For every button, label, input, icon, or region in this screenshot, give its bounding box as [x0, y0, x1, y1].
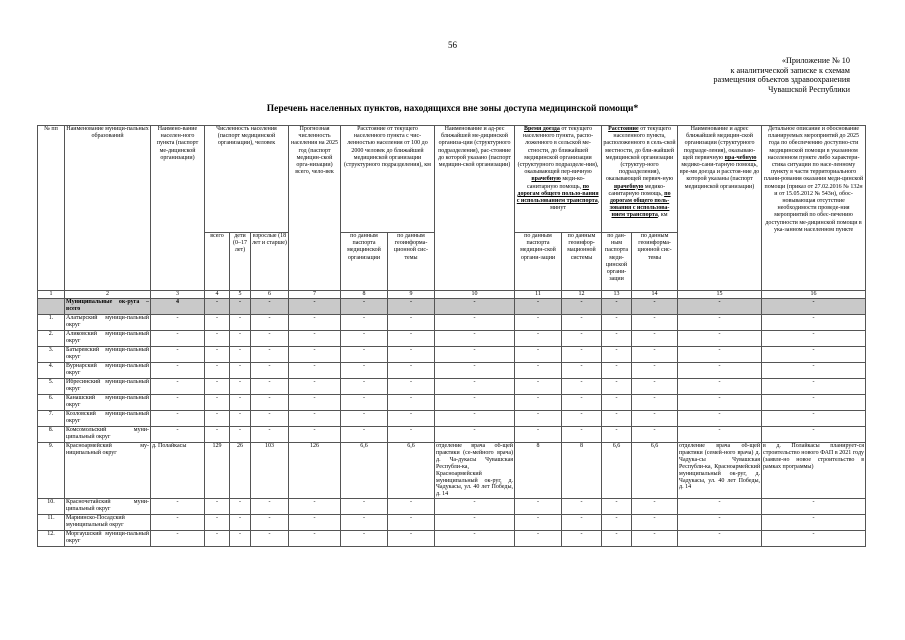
dash-cell: -: [632, 347, 678, 363]
row-forecast: 126: [289, 443, 341, 499]
dash-cell: -: [435, 315, 515, 331]
dash-cell: -: [289, 499, 341, 515]
dash-cell: -: [762, 411, 866, 427]
dash-cell: -: [435, 331, 515, 347]
dash-cell: -: [205, 299, 230, 315]
dash-cell: -: [515, 499, 562, 515]
dash-cell: -: [341, 299, 388, 315]
settlements-table: [37, 125, 866, 547]
header-population-children: дети (0–17 лет): [230, 233, 251, 291]
dash-cell: -: [151, 331, 205, 347]
dash-cell: -: [515, 531, 562, 547]
dash-cell: -: [341, 315, 388, 331]
dash-cell: -: [205, 347, 230, 363]
dash-cell: -: [289, 379, 341, 395]
dash-cell: -: [632, 515, 678, 531]
dash-cell: -: [205, 499, 230, 515]
row-municipality: Алатырский муници-пальный округ: [65, 315, 151, 331]
dash-cell: -: [289, 411, 341, 427]
dash-cell: -: [435, 379, 515, 395]
header-primary-care-org: Наименование и адрес ближайшей медицин-ской организации (структурного подразде-ления), оказываю-щей первичную вра-чебную медико-сани-тарную помощь, вре-мя доезда и расстоя-ние до которой указаны (паспорт медицинской организации): [678, 126, 762, 291]
column-number: 6: [251, 291, 289, 299]
dash-cell: -: [632, 379, 678, 395]
total-count: 4: [151, 299, 205, 315]
row-population-children: 26: [230, 443, 251, 499]
dash-cell: -: [251, 363, 289, 379]
appendix-line: к аналитической записке к схемам: [730, 65, 850, 75]
header-nearest-org: Наименование и ад-рес ближайшей ме-дицинской организа-ции (структурного подразделения), рас-стояние до которой указано (паспорт медицин-ской организации): [435, 126, 515, 291]
row-nearest-org: отделение врача об-щей практики (се-мейного врача) д. Ча-дукасы Чувашская Республи-ка, Красноармейский муниципальный ок-руг, д. Чадукасы, ул. 40 лет Победы, д. 14: [436, 443, 514, 498]
appendix-heading: [590, 56, 850, 94]
dash-cell: -: [762, 347, 866, 363]
dash-cell: -: [151, 315, 205, 331]
row-number: 11.: [38, 515, 65, 531]
header-municipality: Наименование муници-пальных образований: [65, 126, 151, 291]
dash-cell: -: [230, 427, 251, 443]
dash-cell: -: [562, 499, 602, 515]
header-forecast: Прогнозная численность населения на 2025 год (паспорт медицин-ской орга-низации) всего, чело-век: [289, 126, 341, 291]
dash-cell: -: [678, 347, 762, 363]
total-row: [38, 299, 866, 315]
dash-cell: -: [515, 331, 562, 347]
appendix-line: размещения объектов здравоохранения: [713, 75, 850, 85]
dash-cell: -: [388, 411, 435, 427]
dash-cell: -: [562, 379, 602, 395]
row-settlement: д. Полайкасы: [151, 443, 205, 499]
dash-cell: -: [562, 315, 602, 331]
dash-cell: -: [230, 331, 251, 347]
dash-cell: -: [678, 363, 762, 379]
dash-cell: -: [632, 395, 678, 411]
header-number: № пп: [38, 126, 65, 291]
header-distance-geo: по данным геоинформа-ционной сис-темы: [388, 233, 435, 291]
dash-cell: -: [251, 515, 289, 531]
dash-cell: -: [341, 331, 388, 347]
dash-cell: -: [205, 331, 230, 347]
dash-cell: -: [562, 427, 602, 443]
row-distance-geo: 6,6: [388, 443, 435, 499]
row-municipality: Мариинско-Посадский муниципальный округ: [65, 515, 151, 531]
column-number: 7: [289, 291, 341, 299]
row-description: в д. Полайкасы планирует-ся строительство нового ФАП в 2021 году (заявле-но новое строительство в рамках программы): [762, 443, 866, 499]
dash-cell: -: [562, 395, 602, 411]
dash-cell: -: [205, 379, 230, 395]
dash-cell: -: [230, 531, 251, 547]
row-municipality: Ибресинский муници-пальный округ: [65, 379, 151, 395]
dash-cell: -: [762, 427, 866, 443]
dash-cell: -: [151, 395, 205, 411]
dash-cell: -: [230, 515, 251, 531]
header-population-adults: взрослые (18 лет и старше): [251, 233, 289, 291]
dash-cell: -: [205, 363, 230, 379]
row-time-geo: 8: [562, 443, 602, 499]
dash-cell: -: [341, 363, 388, 379]
header-distance: Расстояние от текущего населенного пункта с чис-ленностью населения от 100 до 2000 человек до ближайшей медицинской организации (структурного подразделения), км: [341, 126, 435, 233]
dash-cell: -: [230, 411, 251, 427]
dash-cell: -: [289, 427, 341, 443]
column-number: 13: [602, 291, 632, 299]
dash-cell: -: [562, 299, 602, 315]
dash-cell: -: [762, 379, 866, 395]
page-number: 56: [448, 40, 457, 50]
column-number: 10: [435, 291, 515, 299]
dash-cell: -: [435, 531, 515, 547]
dash-cell: -: [289, 299, 341, 315]
dash-cell: -: [762, 395, 866, 411]
dash-cell: -: [230, 395, 251, 411]
table-row: [38, 443, 866, 499]
table-row: [38, 347, 866, 363]
dash-cell: -: [289, 515, 341, 531]
row-km-passport: 6,6: [602, 443, 632, 499]
dash-cell: -: [562, 531, 602, 547]
dash-cell: -: [289, 331, 341, 347]
dash-cell: -: [151, 347, 205, 363]
dash-cell: -: [289, 347, 341, 363]
dash-cell: -: [602, 515, 632, 531]
dash-cell: -: [151, 427, 205, 443]
dash-cell: -: [632, 411, 678, 427]
row-number: 10.: [38, 499, 65, 515]
column-number: 15: [678, 291, 762, 299]
dash-cell: -: [341, 379, 388, 395]
dash-cell: -: [562, 347, 602, 363]
dash-cell: -: [388, 499, 435, 515]
table-row: [38, 411, 866, 427]
dash-cell: -: [388, 347, 435, 363]
row-number: [38, 299, 65, 315]
column-number: 1: [38, 291, 65, 299]
dash-cell: -: [678, 299, 762, 315]
dash-cell: -: [562, 363, 602, 379]
dash-cell: -: [341, 515, 388, 531]
dash-cell: -: [251, 347, 289, 363]
row-municipality: Аликовский муници-пальный округ: [65, 331, 151, 347]
dash-cell: -: [602, 347, 632, 363]
dash-cell: -: [632, 331, 678, 347]
dash-cell: -: [151, 515, 205, 531]
dash-cell: -: [562, 411, 602, 427]
dash-cell: -: [515, 347, 562, 363]
dash-cell: -: [388, 363, 435, 379]
dash-cell: -: [205, 395, 230, 411]
table-row: [38, 531, 866, 547]
dash-cell: -: [515, 515, 562, 531]
row-municipality: Красноармейский му-ниципальный округ: [65, 443, 151, 499]
dash-cell: -: [251, 331, 289, 347]
dash-cell: -: [515, 315, 562, 331]
dash-cell: -: [762, 531, 866, 547]
dash-cell: -: [762, 363, 866, 379]
dash-cell: -: [515, 411, 562, 427]
dash-cell: -: [435, 347, 515, 363]
dash-cell: -: [341, 427, 388, 443]
document-title: Перечень населенных пунктов, находящихся вне зоны доступа медицинской помощи*: [266, 104, 639, 114]
dash-cell: -: [515, 427, 562, 443]
dash-cell: -: [205, 411, 230, 427]
dash-cell: -: [388, 299, 435, 315]
column-number: 11: [515, 291, 562, 299]
dash-cell: -: [341, 499, 388, 515]
total-label: Муниципальные ок-руга – всего: [65, 299, 151, 315]
dash-cell: -: [602, 331, 632, 347]
column-numbers-row: [38, 291, 866, 299]
row-municipality: Красночетайский муни-ципальный округ: [65, 499, 151, 515]
dash-cell: -: [678, 411, 762, 427]
row-km-geo: 6,6: [632, 443, 678, 499]
dash-cell: -: [205, 427, 230, 443]
dash-cell: -: [435, 411, 515, 427]
dash-cell: -: [230, 315, 251, 331]
row-municipality: Вурнарский муници-пальный округ: [65, 363, 151, 379]
dash-cell: -: [602, 299, 632, 315]
dash-cell: -: [251, 379, 289, 395]
column-number: 2: [65, 291, 151, 299]
header-population: Численность населения (паспорт медицинской организации), человек: [205, 126, 289, 233]
dash-cell: -: [632, 531, 678, 547]
dash-cell: -: [151, 411, 205, 427]
header-time-passport: по данным паспорта медицин-ской органи-зации: [515, 233, 562, 291]
column-number: 4: [205, 291, 230, 299]
dash-cell: -: [632, 499, 678, 515]
dash-cell: -: [602, 379, 632, 395]
header-travel-time: Время доезда от текущего населенного пункта, распо-ложенного в сельской ме-стности, до ближайшей медицинской организации (структурного подразделе-ния), оказывающей пер-вичную врачебную меди-ко-санитарную помощь, по дорогам общего пользо-вания с использованием транспорта, минут: [515, 126, 602, 233]
dash-cell: -: [341, 411, 388, 427]
dash-cell: -: [602, 427, 632, 443]
row-population-total: 129: [205, 443, 230, 499]
dash-cell: -: [251, 315, 289, 331]
header-km-passport: по дан-ным паспорта меди-цинской органи-зации: [602, 233, 632, 291]
dash-cell: -: [341, 531, 388, 547]
dash-cell: -: [251, 499, 289, 515]
dash-cell: -: [388, 395, 435, 411]
dash-cell: -: [251, 531, 289, 547]
dash-cell: -: [762, 331, 866, 347]
dash-cell: -: [678, 395, 762, 411]
dash-cell: -: [632, 315, 678, 331]
dash-cell: -: [388, 315, 435, 331]
header-distance-passport: по данным паспорта медицинской организации: [341, 233, 388, 291]
dash-cell: -: [602, 363, 632, 379]
row-population-adults: 103: [251, 443, 289, 499]
dash-cell: -: [678, 515, 762, 531]
dash-cell: -: [435, 515, 515, 531]
dash-cell: -: [435, 363, 515, 379]
row-distance-passport: 6,6: [341, 443, 388, 499]
header-settlement: Наимено-вание населен-ного пункта (паспорт ме-дицинской организации): [151, 126, 205, 291]
dash-cell: -: [762, 315, 866, 331]
dash-cell: -: [762, 299, 866, 315]
appendix-line: «Приложение № 10: [781, 56, 850, 65]
dash-cell: -: [230, 499, 251, 515]
dash-cell: -: [388, 531, 435, 547]
column-number: 3: [151, 291, 205, 299]
header-time-geo: по данным геоинфор-мационной системы: [562, 233, 602, 291]
dash-cell: -: [230, 363, 251, 379]
dash-cell: -: [230, 379, 251, 395]
column-number: 16: [762, 291, 866, 299]
dash-cell: -: [388, 331, 435, 347]
row-number: 12.: [38, 531, 65, 547]
table-row: [38, 515, 866, 531]
dash-cell: -: [515, 299, 562, 315]
dash-cell: -: [289, 531, 341, 547]
dash-cell: -: [205, 531, 230, 547]
header-description: Детальное описание и обоснование планируемых мероприятий до 2025 года по обеспечению доступно-сти медицинской помощи в указанном населенном пункте либо характери-стика ситуации по насе-ленному пункту в части территориального плани-рования оказания меди-цинской помощи (приказ от 27.02.2016 № 132н и от 15.05.2012 № 543н), обос-новывающая отсутствие необходимости проведе-ния мероприятий по обес-печению доступности ме-дицинской помощи в ука-занном населенном пункте: [762, 126, 866, 291]
dash-cell: -: [151, 379, 205, 395]
dash-cell: -: [678, 499, 762, 515]
dash-cell: -: [602, 315, 632, 331]
header-km-geo: по данным геоинформа-ционной сис-темы: [632, 233, 678, 291]
row-number: 6.: [38, 395, 65, 411]
row-municipality: Канашский муници-пальный округ: [65, 395, 151, 411]
dash-cell: -: [251, 299, 289, 315]
dash-cell: -: [562, 331, 602, 347]
dash-cell: -: [435, 499, 515, 515]
column-number: 9: [388, 291, 435, 299]
dash-cell: -: [632, 427, 678, 443]
column-number: 8: [341, 291, 388, 299]
table-row: [38, 499, 866, 515]
dash-cell: -: [602, 411, 632, 427]
dash-cell: -: [762, 499, 866, 515]
dash-cell: -: [515, 395, 562, 411]
dash-cell: -: [678, 427, 762, 443]
header-population-total: всего: [205, 233, 230, 291]
dash-cell: -: [435, 299, 515, 315]
row-number: 5.: [38, 379, 65, 395]
dash-cell: -: [251, 395, 289, 411]
column-number: 14: [632, 291, 678, 299]
dash-cell: -: [678, 315, 762, 331]
row-number: 3.: [38, 347, 65, 363]
row-municipality: Моргаушский муници-пальный округ: [65, 531, 151, 547]
dash-cell: -: [515, 363, 562, 379]
dash-cell: -: [230, 299, 251, 315]
dash-cell: -: [602, 531, 632, 547]
dash-cell: -: [151, 531, 205, 547]
dash-cell: -: [602, 499, 632, 515]
dash-cell: -: [388, 515, 435, 531]
row-municipality: Комсомольский муни-ципальный округ: [65, 427, 151, 443]
dash-cell: -: [632, 363, 678, 379]
dash-cell: -: [205, 515, 230, 531]
table-row: [38, 363, 866, 379]
row-municipality: Козловский муници-пальный округ: [65, 411, 151, 427]
dash-cell: -: [388, 427, 435, 443]
dash-cell: -: [435, 427, 515, 443]
dash-cell: -: [678, 331, 762, 347]
dash-cell: -: [678, 379, 762, 395]
column-number: 5: [230, 291, 251, 299]
column-number: 12: [562, 291, 602, 299]
table-row: [38, 379, 866, 395]
row-number: 7.: [38, 411, 65, 427]
dash-cell: -: [251, 411, 289, 427]
dash-cell: -: [151, 499, 205, 515]
dash-cell: -: [289, 315, 341, 331]
dash-cell: -: [289, 363, 341, 379]
row-number: 1.: [38, 315, 65, 331]
dash-cell: -: [341, 395, 388, 411]
row-number: 4.: [38, 363, 65, 379]
dash-cell: -: [151, 363, 205, 379]
row-primary-care-org: отделение врача об-щей практики (семей-ного врача) д. Чадука-сы Чувашская Республи-ка, Красноармейский муниципальный ок-руг, д. Чадукасы, ул. 40 лет Победы, д. 14: [678, 443, 762, 499]
header-road-distance: Расстояние от текущего населенного пункта, расположенного в сель-ской местности, до бли-жайшей медицинской организации (структур-ного подразделения), оказывающей первич-ную врачебную медико-санитарную помощь, по дорогам общего поль-зования с использова-нием транспорта, км: [602, 126, 678, 233]
table-row: [38, 395, 866, 411]
dash-cell: -: [515, 379, 562, 395]
dash-cell: -: [762, 515, 866, 531]
dash-cell: -: [230, 347, 251, 363]
row-municipality: Батыревский муници-пальный округ: [65, 347, 151, 363]
row-time-passport: 8: [515, 443, 562, 499]
dash-cell: -: [341, 347, 388, 363]
dash-cell: -: [205, 315, 230, 331]
dash-cell: -: [632, 299, 678, 315]
dash-cell: -: [289, 395, 341, 411]
dash-cell: -: [602, 395, 632, 411]
row-number: 2.: [38, 331, 65, 347]
table-row: [38, 427, 866, 443]
dash-cell: -: [435, 395, 515, 411]
dash-cell: -: [388, 379, 435, 395]
dash-cell: -: [678, 531, 762, 547]
dash-cell: -: [251, 427, 289, 443]
table-row: [38, 315, 866, 331]
row-number: 9.: [38, 443, 65, 499]
appendix-line: Чувашской Республики: [768, 84, 850, 94]
table-row: [38, 331, 866, 347]
dash-cell: -: [562, 515, 602, 531]
row-number: 8.: [38, 427, 65, 443]
